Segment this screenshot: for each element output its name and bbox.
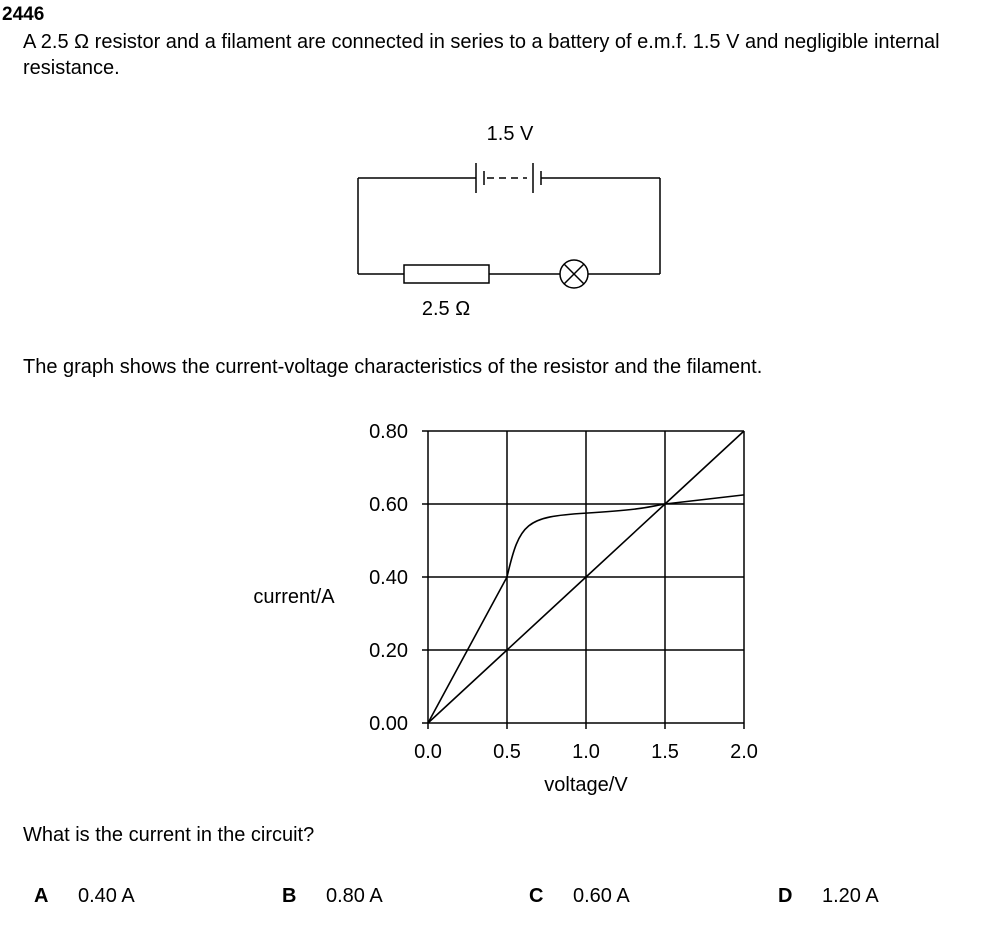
option-letter: A: [34, 885, 49, 907]
battery-label: 1.5 V: [486, 123, 534, 145]
option-letter: D: [778, 885, 793, 907]
x-tick-label: 1.0: [572, 741, 600, 763]
option-c[interactable]: [529, 885, 630, 908]
option-a[interactable]: [34, 885, 135, 908]
option-text: 0.80 A: [326, 885, 383, 907]
y-tick-label: 0.20: [369, 640, 408, 662]
option-text: 0.60 A: [573, 885, 630, 907]
x-tick-label: 0.0: [414, 741, 442, 763]
x-tick-label: 2.0: [730, 741, 758, 763]
x-tick-label: 1.5: [651, 741, 679, 763]
question-number: 2446: [2, 4, 45, 25]
y-tick-label: 0.00: [369, 713, 408, 735]
y-tick-label: 0.80: [369, 421, 408, 443]
y-tick-label: 0.40: [369, 567, 408, 589]
option-text: 0.40 A: [78, 885, 135, 907]
graph-intro: The graph shows the current-voltage characteristics of the resistor and the filament.: [23, 356, 763, 378]
x-axis-label: voltage/V: [544, 774, 628, 796]
option-text: 1.20 A: [822, 885, 879, 907]
x-tick-label: 0.5: [493, 741, 521, 763]
option-letter: C: [529, 885, 544, 907]
option-letter: B: [282, 885, 297, 907]
question-stem: A 2.5 Ω resistor and a filament are connected in series to a battery of e.m.f. 1.5 V and negligible internal resistance.: [23, 31, 940, 79]
option-d[interactable]: [778, 885, 879, 908]
y-tick-label: 0.60: [369, 494, 408, 516]
resistor-label: 2.5 Ω: [421, 298, 471, 320]
y-axis-label: current/A: [253, 586, 335, 608]
question-text: What is the current in the circuit?: [23, 824, 315, 846]
option-b[interactable]: [282, 885, 383, 908]
